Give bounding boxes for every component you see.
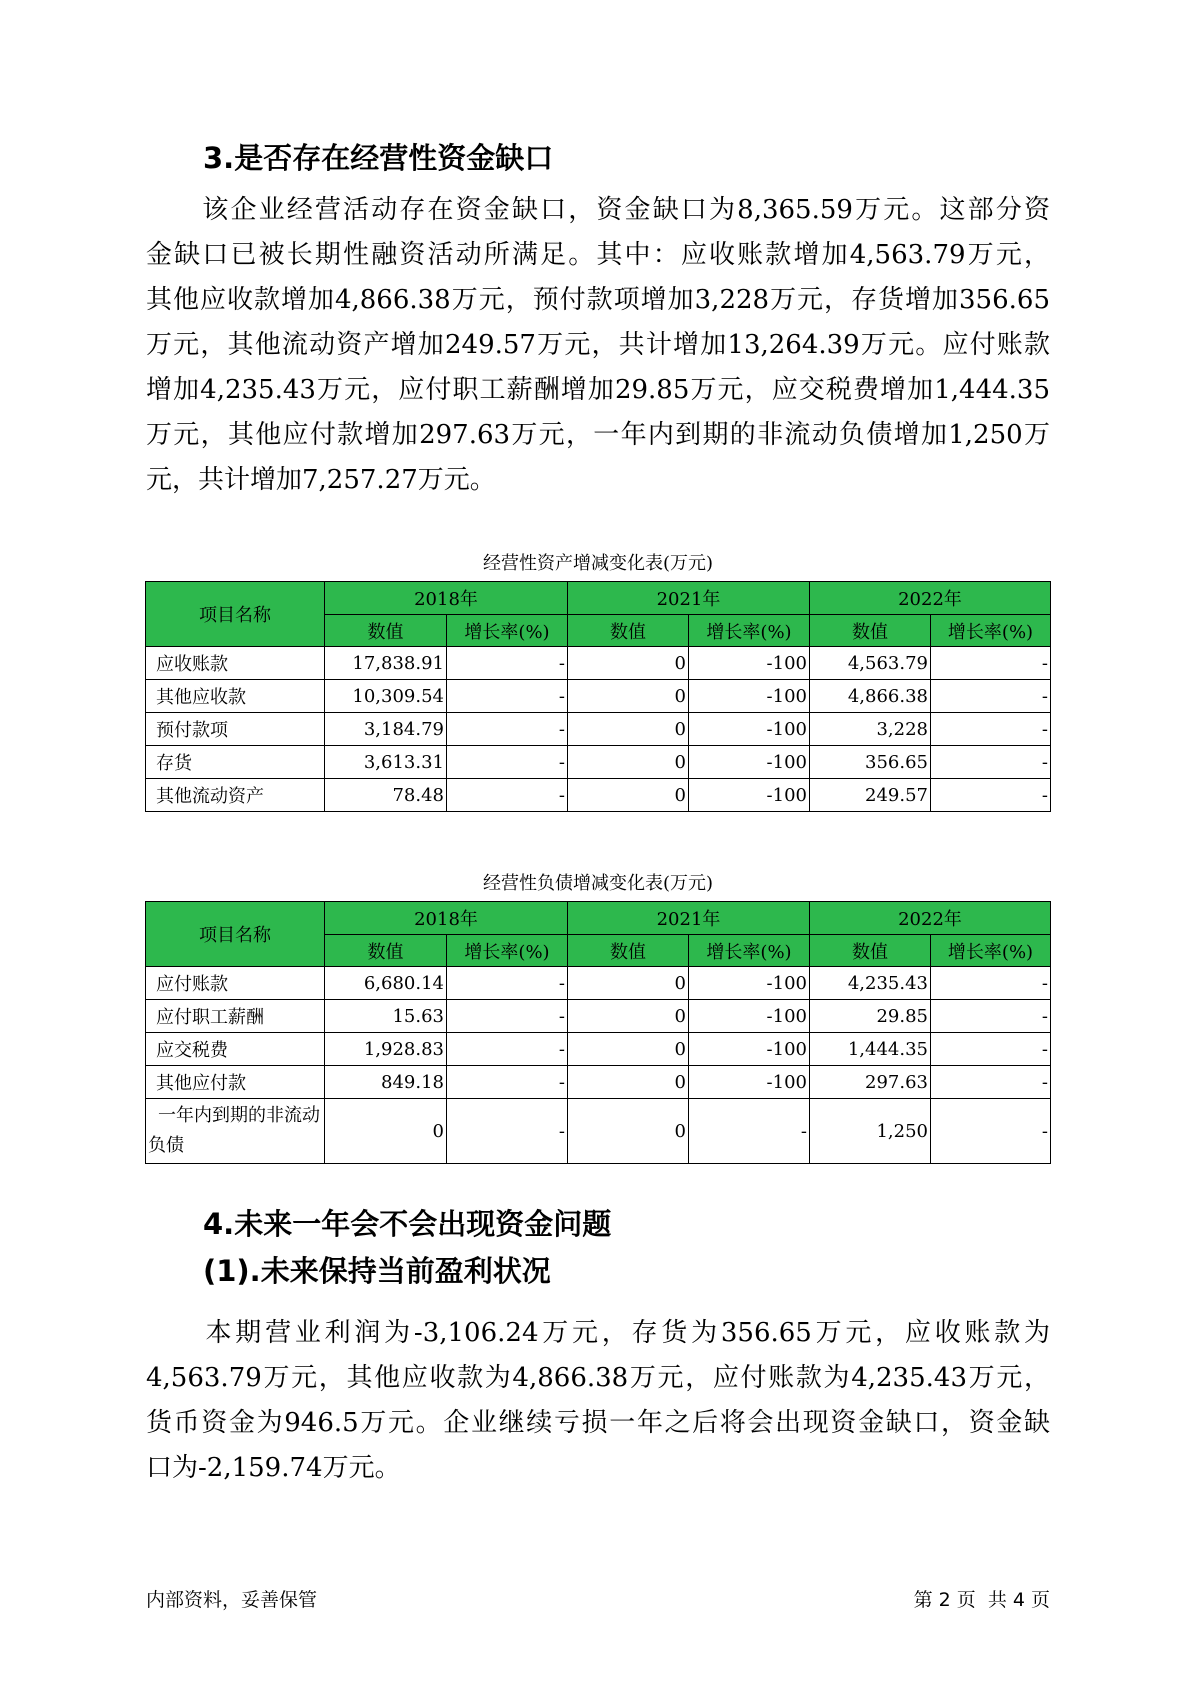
section-3-paragraph — [146, 188, 1050, 503]
paragraph-line: 增加4,235.43万元，应付职工薪酬增加29.85万元，应交税费增加1,444.35 — [146, 375, 1050, 405]
growth-cell: - — [447, 680, 568, 713]
value-cell: 249.57 — [810, 779, 931, 812]
assets-change-table — [145, 581, 1051, 812]
footer-confidential-note: 内部资料，妥善保管 — [146, 1589, 318, 1611]
section-4-heading: 4.未来一年会不会出现资金问题 — [203, 1207, 612, 1241]
growth-cell: -100 — [689, 1066, 810, 1099]
growth-rate-header: 增长率(%) — [931, 935, 1051, 967]
growth-cell: - — [931, 647, 1051, 680]
item-name-header: 项目名称 — [146, 902, 325, 967]
growth-cell: -100 — [689, 779, 810, 812]
value-cell: 15.63 — [325, 1000, 447, 1033]
growth-cell: - — [447, 967, 568, 1000]
value-header: 数值 — [810, 615, 931, 647]
year-header: 2018年 — [325, 902, 568, 935]
value-header: 数值 — [325, 935, 447, 967]
paragraph-line: 元，共计增加7,257.27万元。 — [146, 465, 496, 495]
growth-cell: - — [931, 1000, 1051, 1033]
item-name: 预付款项 — [146, 713, 325, 746]
value-cell: 3,228 — [810, 713, 931, 746]
table-row — [146, 1000, 1051, 1033]
table-row — [146, 1099, 1051, 1164]
growth-cell: - — [447, 1099, 568, 1164]
growth-cell: - — [931, 1033, 1051, 1066]
value-cell: 0 — [568, 779, 689, 812]
table-row — [146, 967, 1051, 1000]
table-row — [146, 713, 1051, 746]
table-row — [146, 1033, 1051, 1066]
liabilities-change-table — [145, 901, 1051, 1164]
table-row — [146, 680, 1051, 713]
section-4-subheading: (1).未来保持当前盈利状况 — [203, 1254, 551, 1288]
value-cell: 1,444.35 — [810, 1033, 931, 1066]
paragraph-line: 万元，其他应付款增加297.63万元，一年内到期的非流动负债增加1,250万 — [146, 420, 1050, 450]
value-cell: 0 — [325, 1099, 447, 1164]
growth-rate-header: 增长率(%) — [931, 615, 1051, 647]
growth-cell: - — [447, 1000, 568, 1033]
paragraph-line: 本期营业利润为-3,106.24万元，存货为356.65万元，应收账款为 — [146, 1318, 1050, 1348]
value-cell: 0 — [568, 713, 689, 746]
item-name: 应交税费 — [146, 1033, 325, 1066]
growth-rate-header: 增长率(%) — [447, 935, 568, 967]
value-cell: 10,309.54 — [325, 680, 447, 713]
value-cell: 6,680.14 — [325, 967, 447, 1000]
value-cell: 0 — [568, 647, 689, 680]
item-name: 应收账款 — [146, 647, 325, 680]
table-row — [146, 647, 1051, 680]
value-cell: 0 — [568, 1000, 689, 1033]
value-header: 数值 — [325, 615, 447, 647]
value-cell: 4,563.79 — [810, 647, 931, 680]
paragraph-line: 万元，其他流动资产增加249.57万元，共计增加13,264.39万元。应付账款 — [146, 330, 1050, 360]
growth-cell: -100 — [689, 1000, 810, 1033]
value-cell: 17,838.91 — [325, 647, 447, 680]
growth-cell: -100 — [689, 713, 810, 746]
growth-cell: - — [931, 713, 1051, 746]
growth-cell: - — [931, 1099, 1051, 1164]
table-row — [146, 779, 1051, 812]
year-header: 2021年 — [568, 582, 810, 615]
paragraph-line: 金缺口已被长期性融资活动所满足。其中：应收账款增加4,563.79万元， — [146, 240, 1050, 270]
value-header: 数值 — [568, 935, 689, 967]
year-header: 2018年 — [325, 582, 568, 615]
year-header: 2022年 — [810, 902, 1051, 935]
growth-cell: - — [689, 1099, 810, 1164]
growth-cell: - — [447, 779, 568, 812]
value-cell: 0 — [568, 1033, 689, 1066]
value-cell: 3,184.79 — [325, 713, 447, 746]
growth-cell: - — [931, 746, 1051, 779]
growth-rate-header: 增长率(%) — [689, 615, 810, 647]
item-name: 应付职工薪酬 — [146, 1000, 325, 1033]
item-name: 应付账款 — [146, 967, 325, 1000]
growth-cell: - — [931, 1066, 1051, 1099]
value-cell: 0 — [568, 1099, 689, 1164]
section-4-paragraph — [146, 1311, 1050, 1491]
year-header: 2022年 — [810, 582, 1051, 615]
growth-cell: - — [931, 779, 1051, 812]
growth-rate-header: 增长率(%) — [689, 935, 810, 967]
growth-cell: - — [931, 680, 1051, 713]
paragraph-line: 口为-2,159.74万元。 — [146, 1453, 401, 1483]
item-name: 一年内到期的非流动负债 — [146, 1099, 325, 1164]
value-cell: 3,613.31 — [325, 746, 447, 779]
growth-cell: - — [447, 647, 568, 680]
item-name: 存货 — [146, 746, 325, 779]
growth-cell: -100 — [689, 967, 810, 1000]
liabilities-table-caption: 经营性负债增减变化表(万元) — [482, 873, 714, 894]
footer-page-number: 第 2 页 共 4 页 — [913, 1589, 1050, 1611]
year-header: 2021年 — [568, 902, 810, 935]
value-cell: 297.63 — [810, 1066, 931, 1099]
growth-cell: -100 — [689, 680, 810, 713]
growth-cell: - — [447, 746, 568, 779]
section-3-heading: 3.是否存在经营性资金缺口 — [203, 141, 554, 175]
table-row — [146, 746, 1051, 779]
growth-cell: - — [447, 1066, 568, 1099]
growth-cell: - — [931, 967, 1051, 1000]
value-cell: 4,235.43 — [810, 967, 931, 1000]
value-cell: 849.18 — [325, 1066, 447, 1099]
value-header: 数值 — [810, 935, 931, 967]
item-name: 其他流动资产 — [146, 779, 325, 812]
item-name: 其他应收款 — [146, 680, 325, 713]
item-name-header: 项目名称 — [146, 582, 325, 647]
paragraph-line: 货币资金为946.5万元。企业继续亏损一年之后将会出现资金缺口，资金缺 — [146, 1408, 1050, 1438]
value-cell: 0 — [568, 680, 689, 713]
growth-cell: - — [447, 1033, 568, 1066]
assets-table-caption: 经营性资产增减变化表(万元) — [482, 553, 714, 574]
value-cell: 1,250 — [810, 1099, 931, 1164]
value-cell: 0 — [568, 746, 689, 779]
growth-cell: -100 — [689, 647, 810, 680]
growth-cell: - — [447, 713, 568, 746]
paragraph-line: 其他应收款增加4,866.38万元，预付款项增加3,228万元，存货增加356.65 — [146, 285, 1050, 315]
value-cell: 0 — [568, 1066, 689, 1099]
table-row — [146, 1066, 1051, 1099]
value-cell: 29.85 — [810, 1000, 931, 1033]
value-header: 数值 — [568, 615, 689, 647]
item-name: 其他应付款 — [146, 1066, 325, 1099]
value-cell: 1,928.83 — [325, 1033, 447, 1066]
value-cell: 78.48 — [325, 779, 447, 812]
value-cell: 356.65 — [810, 746, 931, 779]
growth-rate-header: 增长率(%) — [447, 615, 568, 647]
value-cell: 4,866.38 — [810, 680, 931, 713]
paragraph-line: 4,563.79万元，其他应收款为4,866.38万元，应付账款为4,235.43万元， — [146, 1363, 1050, 1393]
growth-cell: -100 — [689, 746, 810, 779]
value-cell: 0 — [568, 967, 689, 1000]
growth-cell: -100 — [689, 1033, 810, 1066]
paragraph-line: 该企业经营活动存在资金缺口，资金缺口为8,365.59万元。这部分资 — [146, 195, 1050, 225]
